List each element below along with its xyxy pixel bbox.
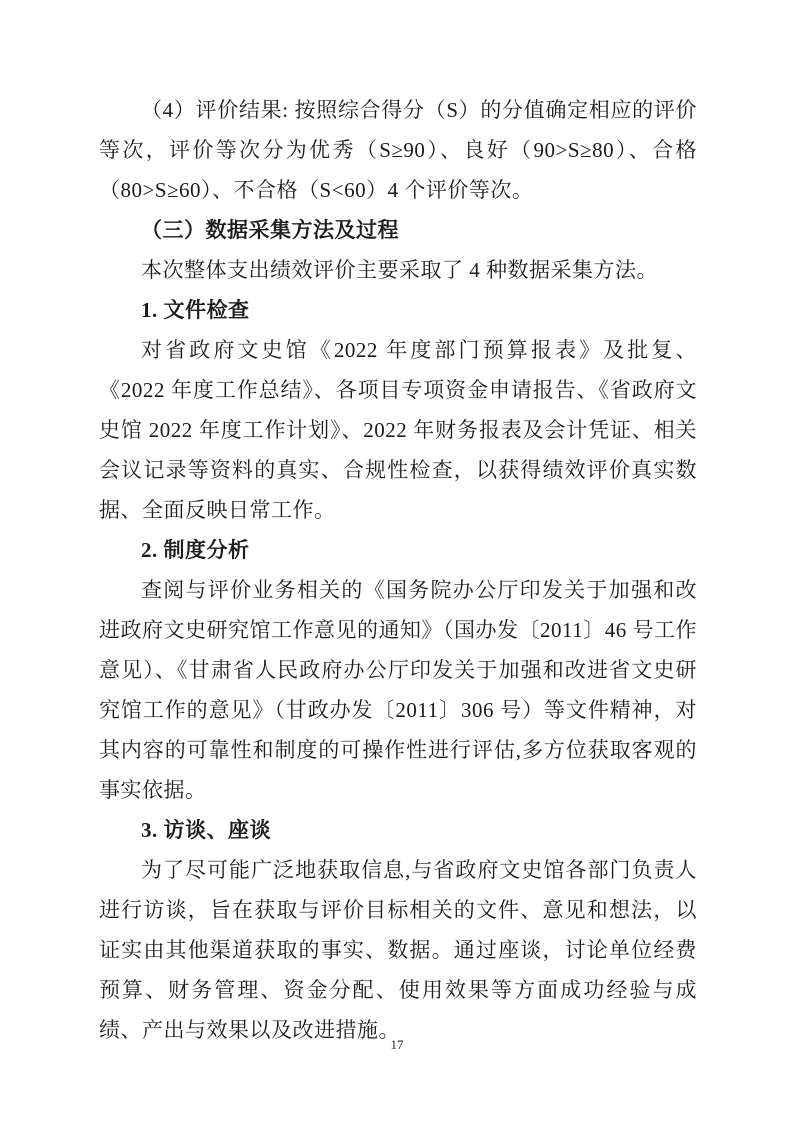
heading-interviews-discussions: 3. 访谈、座谈	[141, 818, 271, 842]
page-footer	[0, 1036, 794, 1054]
paragraph-interviews-discussions: 为了尽可能广泛地获取信息,与省政府文史馆各部门负责人进行访谈，旨在获取与评价目标相关的文件、意见和想法，以证实由其他渠道获取的事实、数据。通过座谈，讨论单位经费预算、财务管理、资金分配、使用效果等方面成功经验与成绩、产出与效果以及改进措施。	[99, 858, 697, 1042]
paragraph-system-analysis: 查阅与评价业务相关的《国务院办公厅印发关于加强和改进政府文史研究馆工作意见的通知》（国办发〔2011〕46 号工作意见）、《甘肃省人民政府办公厅印发关于加强和改进省文史研究馆工作的意见》（甘政办发〔2011〕306 号）等文件精神，对其内容的可靠性和制度的可操作性进行评估,多方位获取客观的事实依据。	[99, 578, 697, 802]
paragraph-evaluation-results: （4）评价结果: 按照综合得分（S）的分值确定相应的评价等次，评价等次分为优秀（S≥90）、良好（90>S≥80）、合格（80>S≥60）、不合格（S<60）4 个评价等次。	[99, 98, 697, 202]
heading-system-analysis: 2. 制度分析	[141, 538, 250, 562]
paragraph-file-check: 对省政府文史馆《2022 年度部门预算报表》及批复、《2022 年度工作总结》、各项目专项资金申请报告、《省政府文史馆 2022 年度工作计划》、2022 年财务报表及会计凭证、相关会议记录等资料的真实、合规性检查，以获得绩效评价真实数据、全面反映日常工作。	[99, 338, 697, 522]
paragraph-methods-intro: 本次整体支出绩效评价主要采取了 4 种数据采集方法。	[141, 258, 658, 282]
page-number: 17	[390, 1037, 404, 1052]
heading-data-collection-methods: （三）数据采集方法及过程	[141, 218, 399, 242]
heading-file-check: 1. 文件检查	[141, 298, 250, 322]
document-content	[99, 90, 697, 1050]
